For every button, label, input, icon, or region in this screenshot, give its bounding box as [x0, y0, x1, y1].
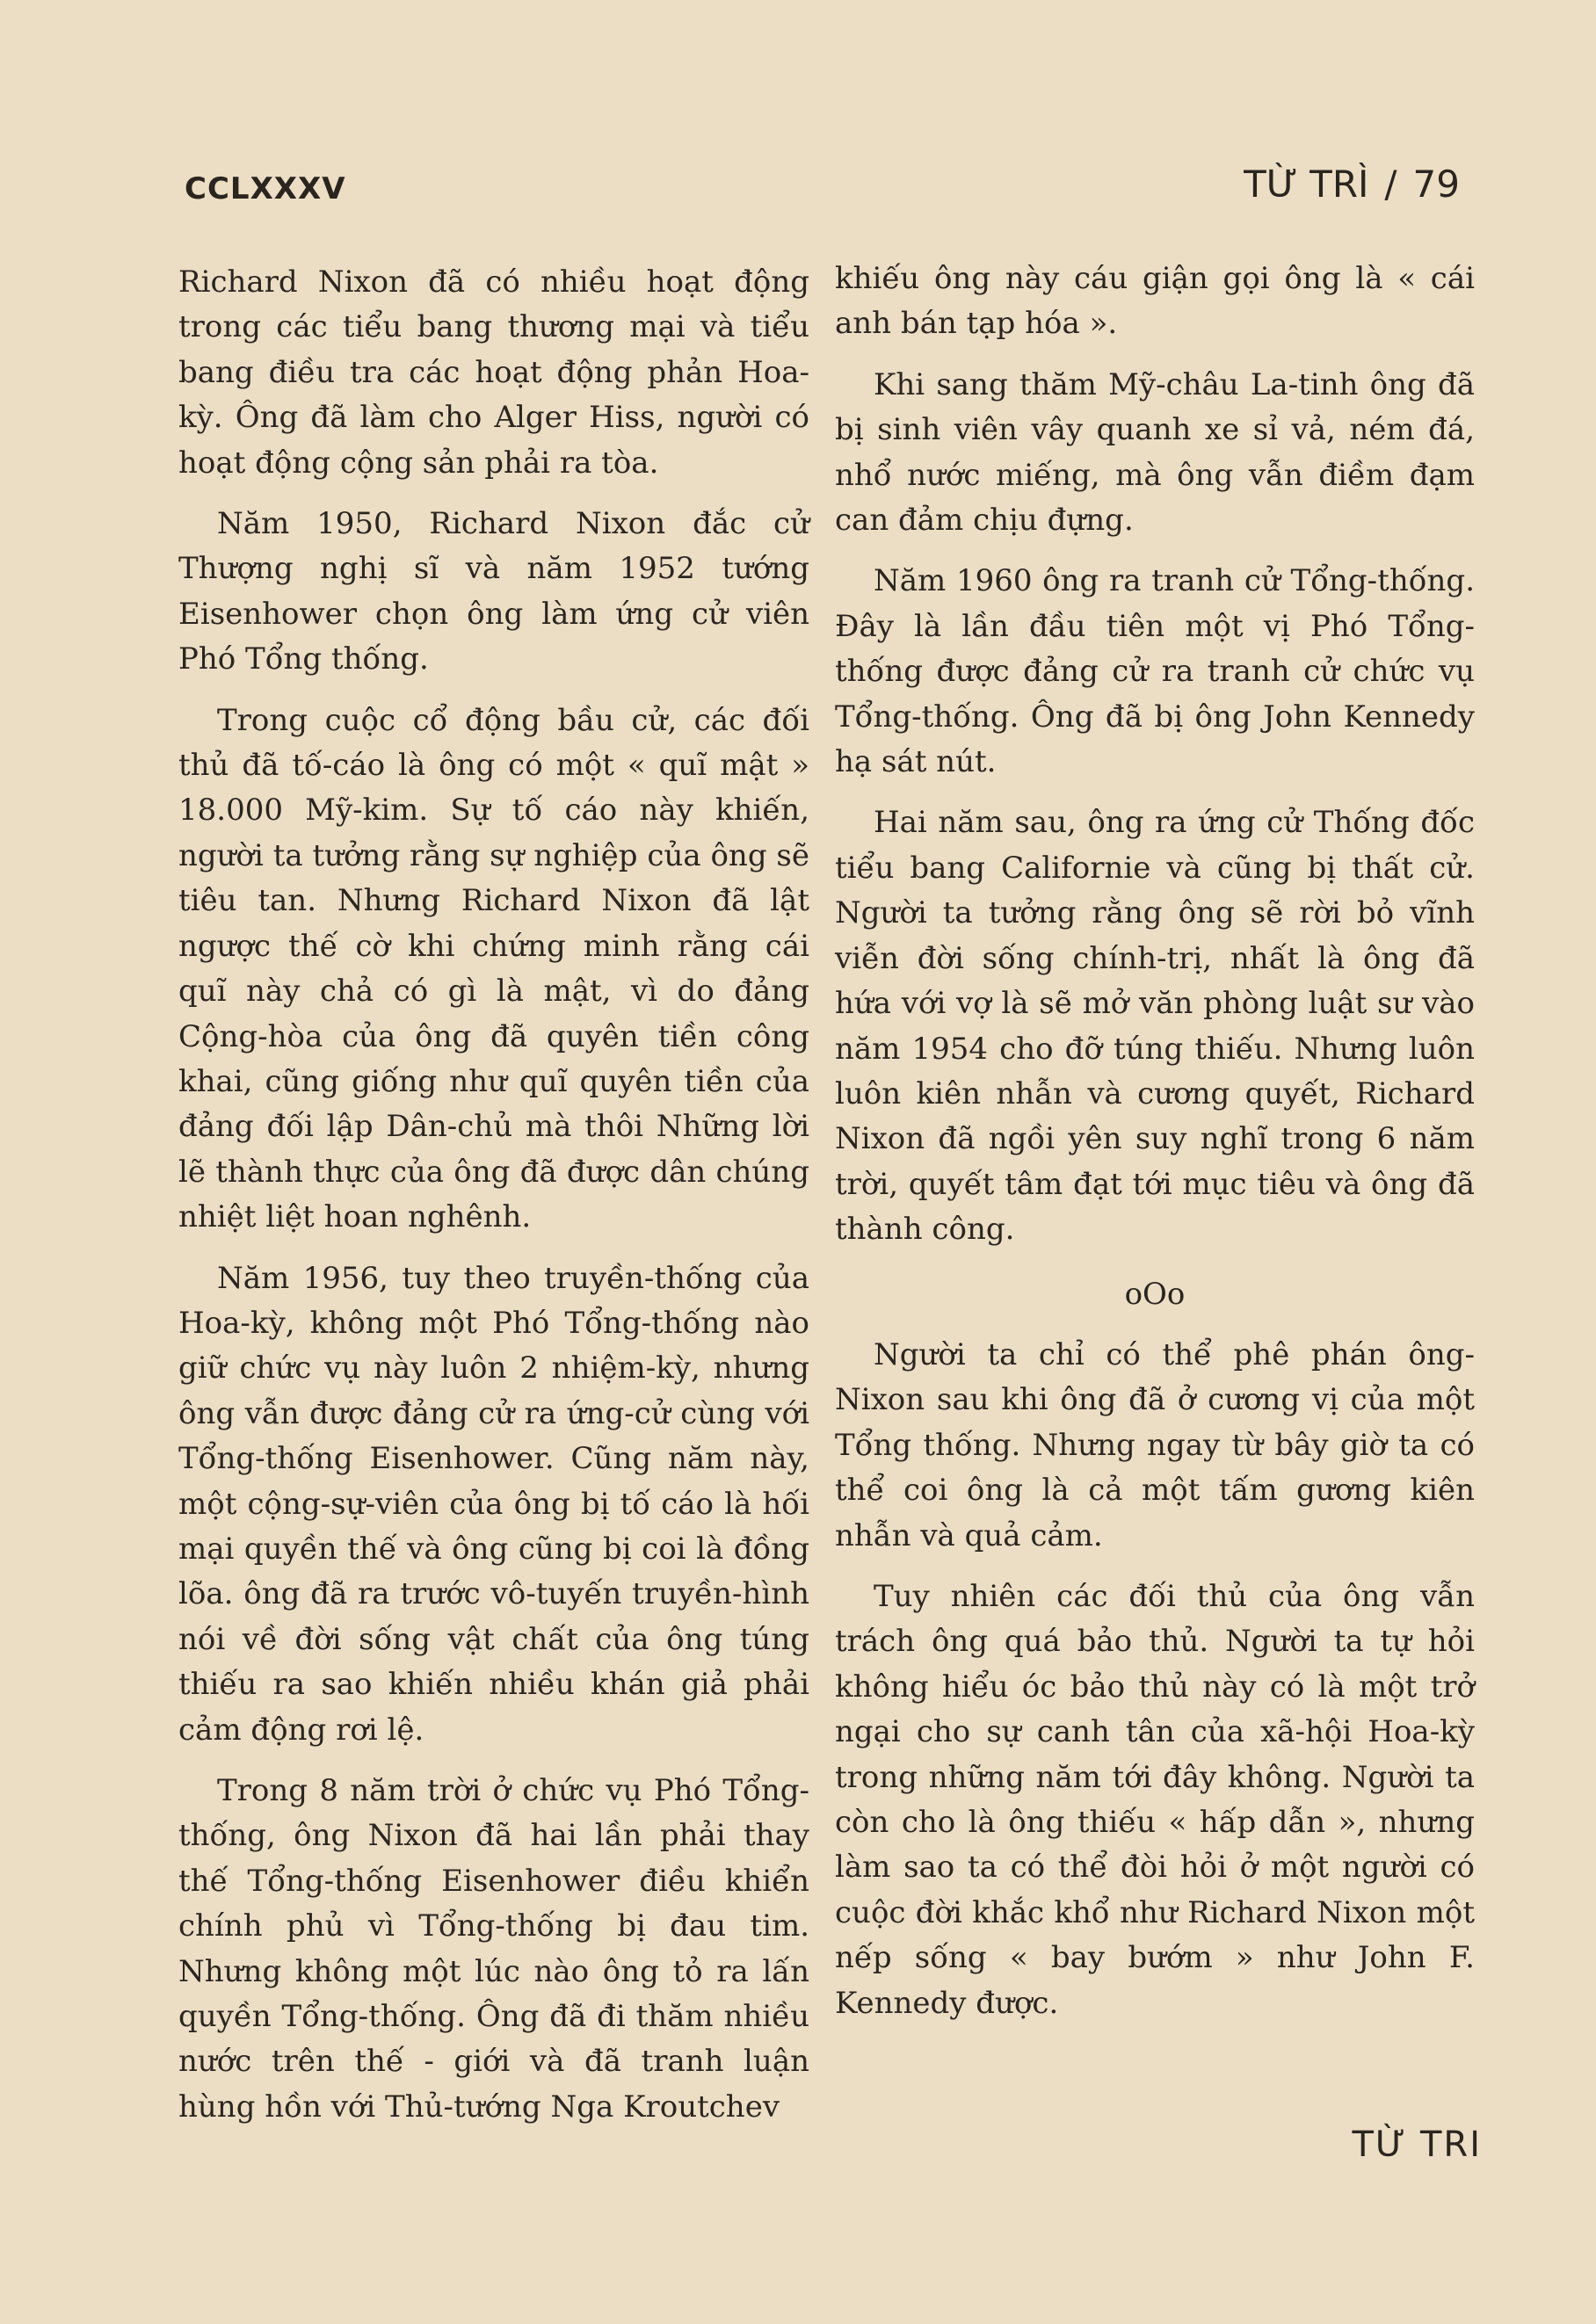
paragraph: Khi sang thăm Mỹ-châu La-tinh ông đã bị sinh viên vây quanh xe sỉ vả, ném đá, nhổ nước miếng, mà ông vẫn điềm đạm can đảm chịu đựng.	[835, 366, 1475, 539]
paragraph: Năm 1950, Richard Nixon đắc cử Thượng nghị sĩ và năm 1952 tướng Eisenhower chọn ông làm ứng cử viên Phó Tổng thống.	[178, 506, 809, 677]
page-number: 79	[1412, 163, 1460, 206]
paragraph: Trong cuộc cổ động bầu cử, các đối thủ đã tố-cáo là ông có một « quĩ mật » 18.000 Mỹ-kim. Sự tố cáo này khiến, người ta tưởng rằng sự nghiệp của ông sẽ tiêu tan. Nhưng Richard Nixon đã lật ngược thế cờ khi chứng minh rằng cái quĩ này chả có gì là mật, vì do đảng Cộng-hòa của ông đã quyên tiền công khai, cũng giống như quĩ quyên tiền của đảng đối lập Dân-chủ mà thôi Những lời lẽ thành thực của ông đã được dân chúng nhiệt liệt hoan nghênh.	[178, 702, 809, 1235]
paragraph: Tuy nhiên các đối thủ của ông vẫn trách ông quá bảo thủ. Người ta tự hỏi không hiểu óc bảo thủ này có là một trở ngại cho sự canh tân của xã-hội Hoa-kỳ trong những năm tới đây không. Người ta còn cho là ông thiếu « hấp dẫn », nhưng làm sao ta có thể đòi hỏi ở một người có cuộc đời khắc khổ như Richard Nixon một nếp sống « bay bướm » như John F. Kennedy được.	[835, 1578, 1475, 2021]
paragraph: Năm 1960 ông ra tranh cử Tổng-thống. Đây là lần đầu tiên một vị Phó Tổng-thống được đảng cử ra tranh cử chức vụ Tổng-thống. Ông đã bị ông John Kennedy hạ sát nút.	[835, 563, 1475, 780]
paragraph: Richard Nixon đã có nhiều hoạt động trong các tiểu bang thương mại và tiểu bang điều tra các hoạt động phản Hoa-kỳ. Ông đã làm cho Alger Hiss, người có hoạt động cộng sản phải ra tòa.	[178, 264, 809, 481]
section-separator: oOo	[1124, 1276, 1186, 1312]
header-right	[1244, 163, 1460, 206]
author-signature: TỪ TRI	[1352, 2125, 1482, 2165]
section-title: TỪ TRÌ	[1244, 163, 1369, 206]
right-column	[835, 257, 1475, 2042]
header-separator: /	[1384, 163, 1397, 206]
page-header	[185, 154, 1460, 206]
paragraph: Năm 1956, tuy theo truyền-thống của Hoa-kỳ, không một Phó Tổng-thống nào giữ chức vụ này luôn 2 nhiệm-kỳ, nhưng ông vẫn được đảng cử ra ứng-cử cùng với Tổng-thống Eisenhower. Cũng năm này, một cộng-sự-viên của ông bị tố cáo là hối mại quyền thế và ông cũng bị coi là đồng lõa. ông đã ra trước vô-tuyến truyền-hình nói về đời sống vật chất của ông túng thiếu ra sao khiến nhiều khán giả phải cảm động rơi lệ.	[178, 1260, 809, 1748]
paragraph: Hai năm sau, ông ra ứng cử Thống đốc tiểu bang Californie và cũng bị thất cử. Người ta tưởng rằng ông sẽ rời bỏ vĩnh viễn đời sống chính-trị, nhất là ông đã hứa với vợ là sẽ mở văn phòng luật sư vào năm 1954 cho đỡ túng thiếu. Nhưng luôn luôn kiên nhẫn và cương quyết, Richard Nixon đã ngồi yên suy nghĩ trong 6 năm trời, quyết tâm đạt tới mục tiêu và ông đã thành công.	[835, 805, 1475, 1248]
paragraph: Người ta chỉ có thể phê phán ông-Nixon sau khi ông đã ở cương vị của một Tổng thống. Nhưng ngay từ bây giờ ta có thể coi ông là cả một tấm gương kiên nhẫn và quả cảm.	[835, 1336, 1475, 1553]
left-column	[178, 260, 809, 2146]
roman-numeral: CCLXXXV	[185, 171, 346, 206]
paragraph-continuation: khiếu ông này cáu giận gọi ông là « cái anh bán tạp hóa ».	[835, 261, 1475, 342]
paragraph: Trong 8 năm trời ở chức vụ Phó Tổng-thống, ông Nixon đã hai lần phải thay thế Tổng-thống Eisenhower điều khiển chính phủ vì Tổng-thống bị đau tim. Nhưng không một lúc nào ông tỏ ra lấn quyền Tổng-thống. Ông đã đi thăm nhiều nước trên thế - giới và đã tranh luận hùng hồn với Thủ-tướng Nga Kroutchev	[178, 1773, 809, 2125]
